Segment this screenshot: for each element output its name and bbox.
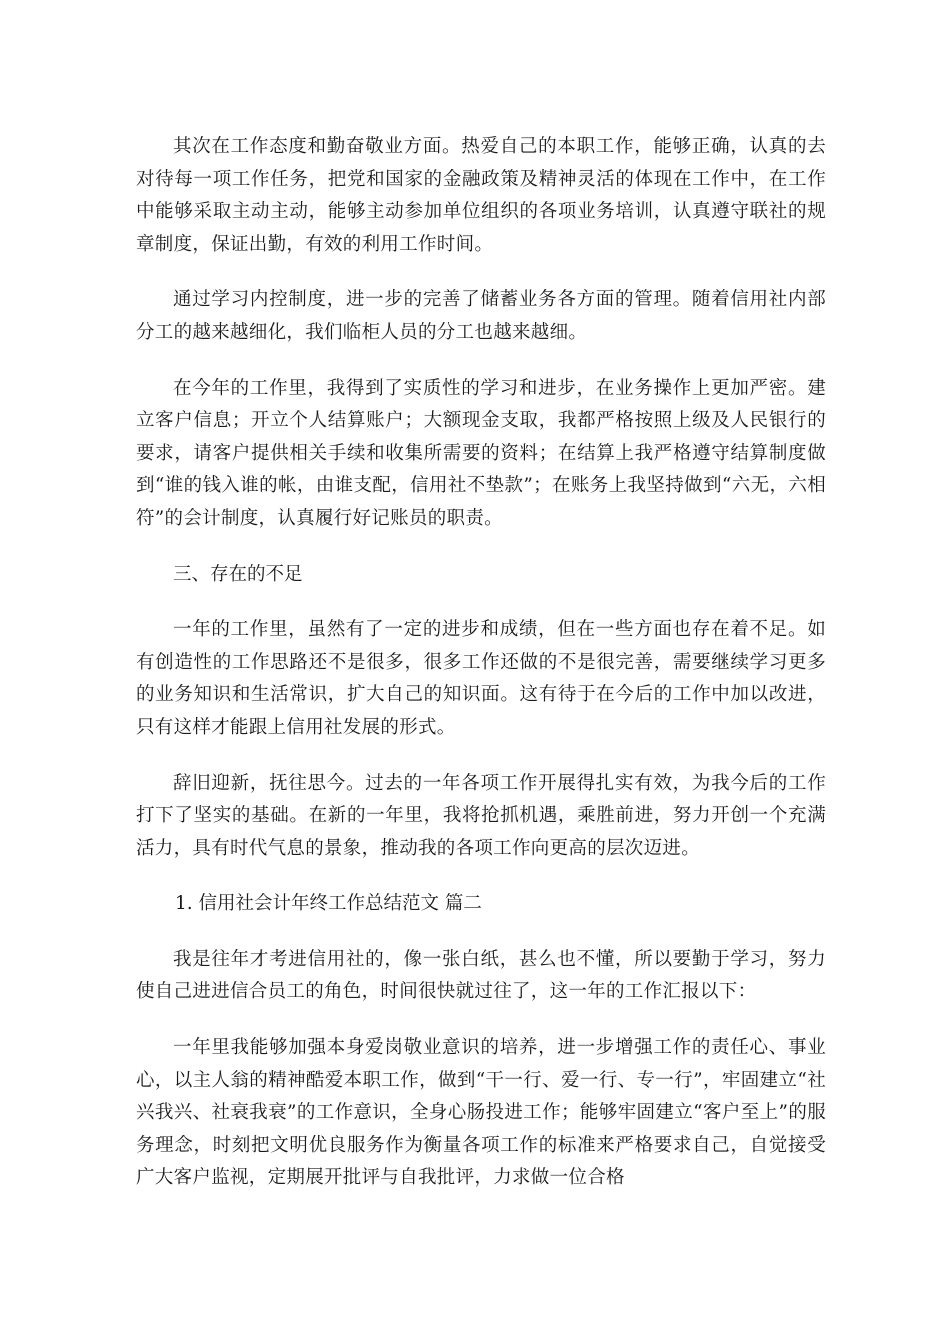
paragraph-joining-credit-union: 我是往年才考进信用社的，像一张白纸，甚么也不懂，所以要勤于学习，努力使自己进进信合员工的角色，时间很快就过往了，这一年的工作汇报以下：	[136, 948, 826, 1003]
numbered-heading-part-two: 1. 信用社会计年终工作总结范文 篇二	[175, 893, 482, 915]
section-heading-shortcomings: 三、存在的不足	[173, 563, 303, 585]
paragraph-internal-control: 通过学习内控制度，进一步的完善了储蓄业务各方面的管理。随着信用社内部分工的越来越细化，我们临柜人员的分工也越来越细。	[136, 289, 826, 343]
paragraph-new-year-outlook: 辞旧迎新，抚往思今。过去的一年各项工作开展得扎实有效，为我今后的工作打下了坚实的基础。在新的一年里，我将抢抓机遇，乘胜前进，努力开创一个充满活力，具有时代气息的景象，推动我的各项工作向更高的层次迈进。	[136, 772, 826, 859]
paragraph-dedication: 一年里我能够加强本身爱岗敬业意识的培养，进一步增强工作的责任心、事业心，以主人翁的精神酷爱本职工作，做到“干一行、爱一行、专一行”，牢固建立“社兴我兴、社衰我衰”的工作意识，全身心肠投进工作；能够牢固建立“客户至上”的服务理念，时刻把文明优良服务作为衡量各项工作的标准来严格要求自己，自觉接受广大客户监视，定期展开批评与自我批评，力求做一位合格	[136, 1037, 826, 1189]
paragraph-shortcomings: 一年的工作里，虽然有了一定的进步和成绩，但在一些方面也存在着不足。如有创造性的工作思路还不是很多，很多工作还做的不是很完善，需要继续学习更多的业务知识和生活常识，扩大自己的知识面。这有待于在今后的工作中加以改进，只有这样才能跟上信用社发展的形式。	[136, 619, 826, 738]
document-body	[136, 131, 826, 1218]
paragraph-work-attitude: 其次在工作态度和勤奋敬业方面。热爱自己的本职工作，能够正确，认真的去对待每一项工作任务，把党和国家的金融政策及精神灵活的体现在工作中，在工作中能够采取主动主动，能够主动参加单位组织的各项业务培训，认真遵守联社的规章制度，保证出勤，有效的利用工作时间。	[136, 136, 826, 255]
paragraph-business-operation: 在今年的工作里，我得到了实质性的学习和进步，在业务操作上更加严密。建立客户信息；开立个人结算账户；大额现金支取，我都严格按照上级及人民银行的要求，请客户提供相关手续和收集所需要的资料；在结算上我严格遵守结算制度做到“谁的钱入谁的帐，由谁支配，信用社不垫款”；在账务上我坚持做到“六无，六相符”的会计制度，认真履行好记账员的职责。	[136, 377, 826, 529]
